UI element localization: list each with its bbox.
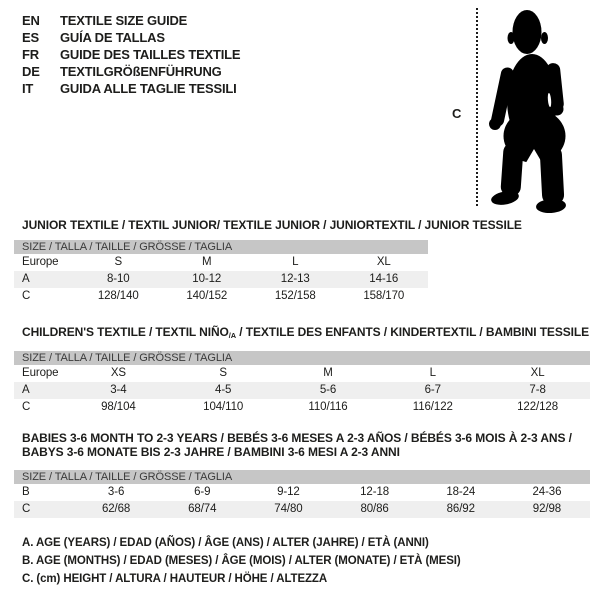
row-value: 152/158 [274,290,316,302]
legend-line: B. AGE (MONTHS) / EDAD (MESES) / ÂGE (MOIS) / ALTER (MONATE) / ETÀ (MESI) [22,555,461,567]
row-value: M [202,256,212,268]
babies-textile-table [14,431,590,518]
row-value: S [219,367,227,379]
table-title [14,325,590,341]
table-row [14,288,428,305]
row-value: 24-36 [532,486,562,498]
row-label: Europe [22,367,59,379]
row-value: M [323,367,333,379]
language-code: EN [22,13,40,28]
row-value: 3-4 [110,384,127,396]
row-value: 12-18 [360,486,390,498]
title-text: CHILDREN'S TEXTILE / TEXTIL NIÑO [22,325,229,339]
row-value: 158/170 [363,290,405,302]
row-label: C [22,401,31,413]
language-row [22,80,240,97]
row-label: A [22,384,30,396]
row-value: 5-6 [319,384,337,396]
language-list [22,12,240,97]
legend-line: C. (cm) HEIGHT / ALTURA / HAUTEUR / HÖHE / ALTEZZA [22,573,328,585]
table-row [14,254,428,271]
row-value: 74/80 [274,503,303,515]
row-value: 110/116 [308,401,348,413]
table-title [14,218,522,232]
table-title-line [22,445,590,459]
row-value: 8-10 [106,273,130,285]
row-value: 10-12 [192,273,222,285]
table-row [14,399,590,416]
language-title: GUIDE DES TAILLES TEXTILE [60,47,241,62]
language-row [22,29,240,46]
row-value: 80/86 [360,503,389,515]
table-row [14,271,428,288]
row-value: 140/152 [186,290,228,302]
row-value: 92/98 [532,503,562,515]
row-value: 122/128 [517,401,559,413]
language-code: ES [22,30,39,45]
row-value: 9-12 [277,486,300,498]
legend-line: A. AGE (YEARS) / EDAD (AÑOS) / ÂGE (ANS) / ALTER (JAHRE) / ETÀ (ANNI) [22,537,429,549]
row-value: 62/68 [101,503,131,515]
row-value: 3-6 [107,486,125,498]
language-title: TEXTILE SIZE GUIDE [60,13,188,28]
row-value: 4-5 [215,384,232,396]
table-title-line [22,431,590,445]
row-value: 18-24 [446,486,476,498]
row-value: S [114,256,123,268]
language-row [22,12,240,29]
table-title-line [22,218,522,232]
measure-legend [22,534,461,588]
row-label: Europe [22,256,59,268]
row-value: 98/104 [101,401,136,413]
row-value: XS [110,367,126,379]
table-row [14,501,590,518]
title-text: JUNIOR TEXTILE / TEXTIL JUNIOR/ TEXTILE JUNIOR / JUNIORTEXTIL / JUNIOR TESSILE [22,218,522,232]
table-title-line [22,325,590,341]
row-value: 86/92 [446,503,475,515]
row-value: 6-7 [424,384,441,396]
language-title: GUÍA DE TALLAS [60,30,165,45]
row-label: B [22,486,30,498]
height-label: C [452,106,462,121]
row-value: 12-13 [280,273,310,285]
title-text: / TEXTILE DES ENFANTS / KINDERTEXTIL / BAMBINI TESSILE [236,325,590,339]
table-row [14,484,590,501]
title-text: BABYS 3-6 MONATE BIS 2-3 JAHRE / BAMBINI 3-6 MESI A 2-3 ANNI [22,445,400,459]
size-header-bar: SIZE / TALLA / TAILLE / GRÖSSE / TAGLIA [14,470,590,484]
row-value: 68/74 [188,503,217,515]
junior-textile-table [14,218,522,305]
language-row [22,63,240,80]
title-subscript: /A [228,331,237,340]
language-title: TEXTILGRÖßENFÜHRUNG [60,64,222,79]
row-value: 128/140 [97,290,139,302]
table-row [14,382,590,399]
table-row [14,365,590,382]
row-value: 7-8 [529,384,546,396]
size-header-bar: SIZE / TALLA / TAILLE / GRÖSSE / TAGLIA [14,240,428,254]
row-value: 116/122 [412,401,453,413]
language-code: FR [22,47,39,62]
row-label: C [22,290,31,302]
row-value: 104/110 [203,401,244,413]
row-value: 14-16 [369,273,399,285]
title-text: BABIES 3-6 MONTH TO 2-3 YEARS / BEBÉS 3-6 MESES A 2-3 AÑOS / BÉBÉS 3-6 MOIS À 2-3 ANS / [22,431,572,445]
language-title: GUIDA ALLE TAGLIE TESSILI [60,81,237,96]
row-value: XL [530,367,545,379]
baby-toddler-silhouette-icon [485,5,590,215]
language-row [22,46,240,63]
height-measure-dotted-line [476,8,478,206]
size-header-bar: SIZE / TALLA / TAILLE / GRÖSSE / TAGLIA [14,351,590,365]
row-value: L [429,367,436,379]
childrens-textile-table [14,325,590,416]
row-value: XL [376,256,391,268]
table-title [14,431,590,459]
row-label: A [22,273,30,285]
row-label: C [22,503,31,515]
row-value: 6-9 [194,486,211,498]
language-code: DE [22,64,40,79]
row-value: L [292,256,299,268]
language-code: IT [22,81,34,96]
